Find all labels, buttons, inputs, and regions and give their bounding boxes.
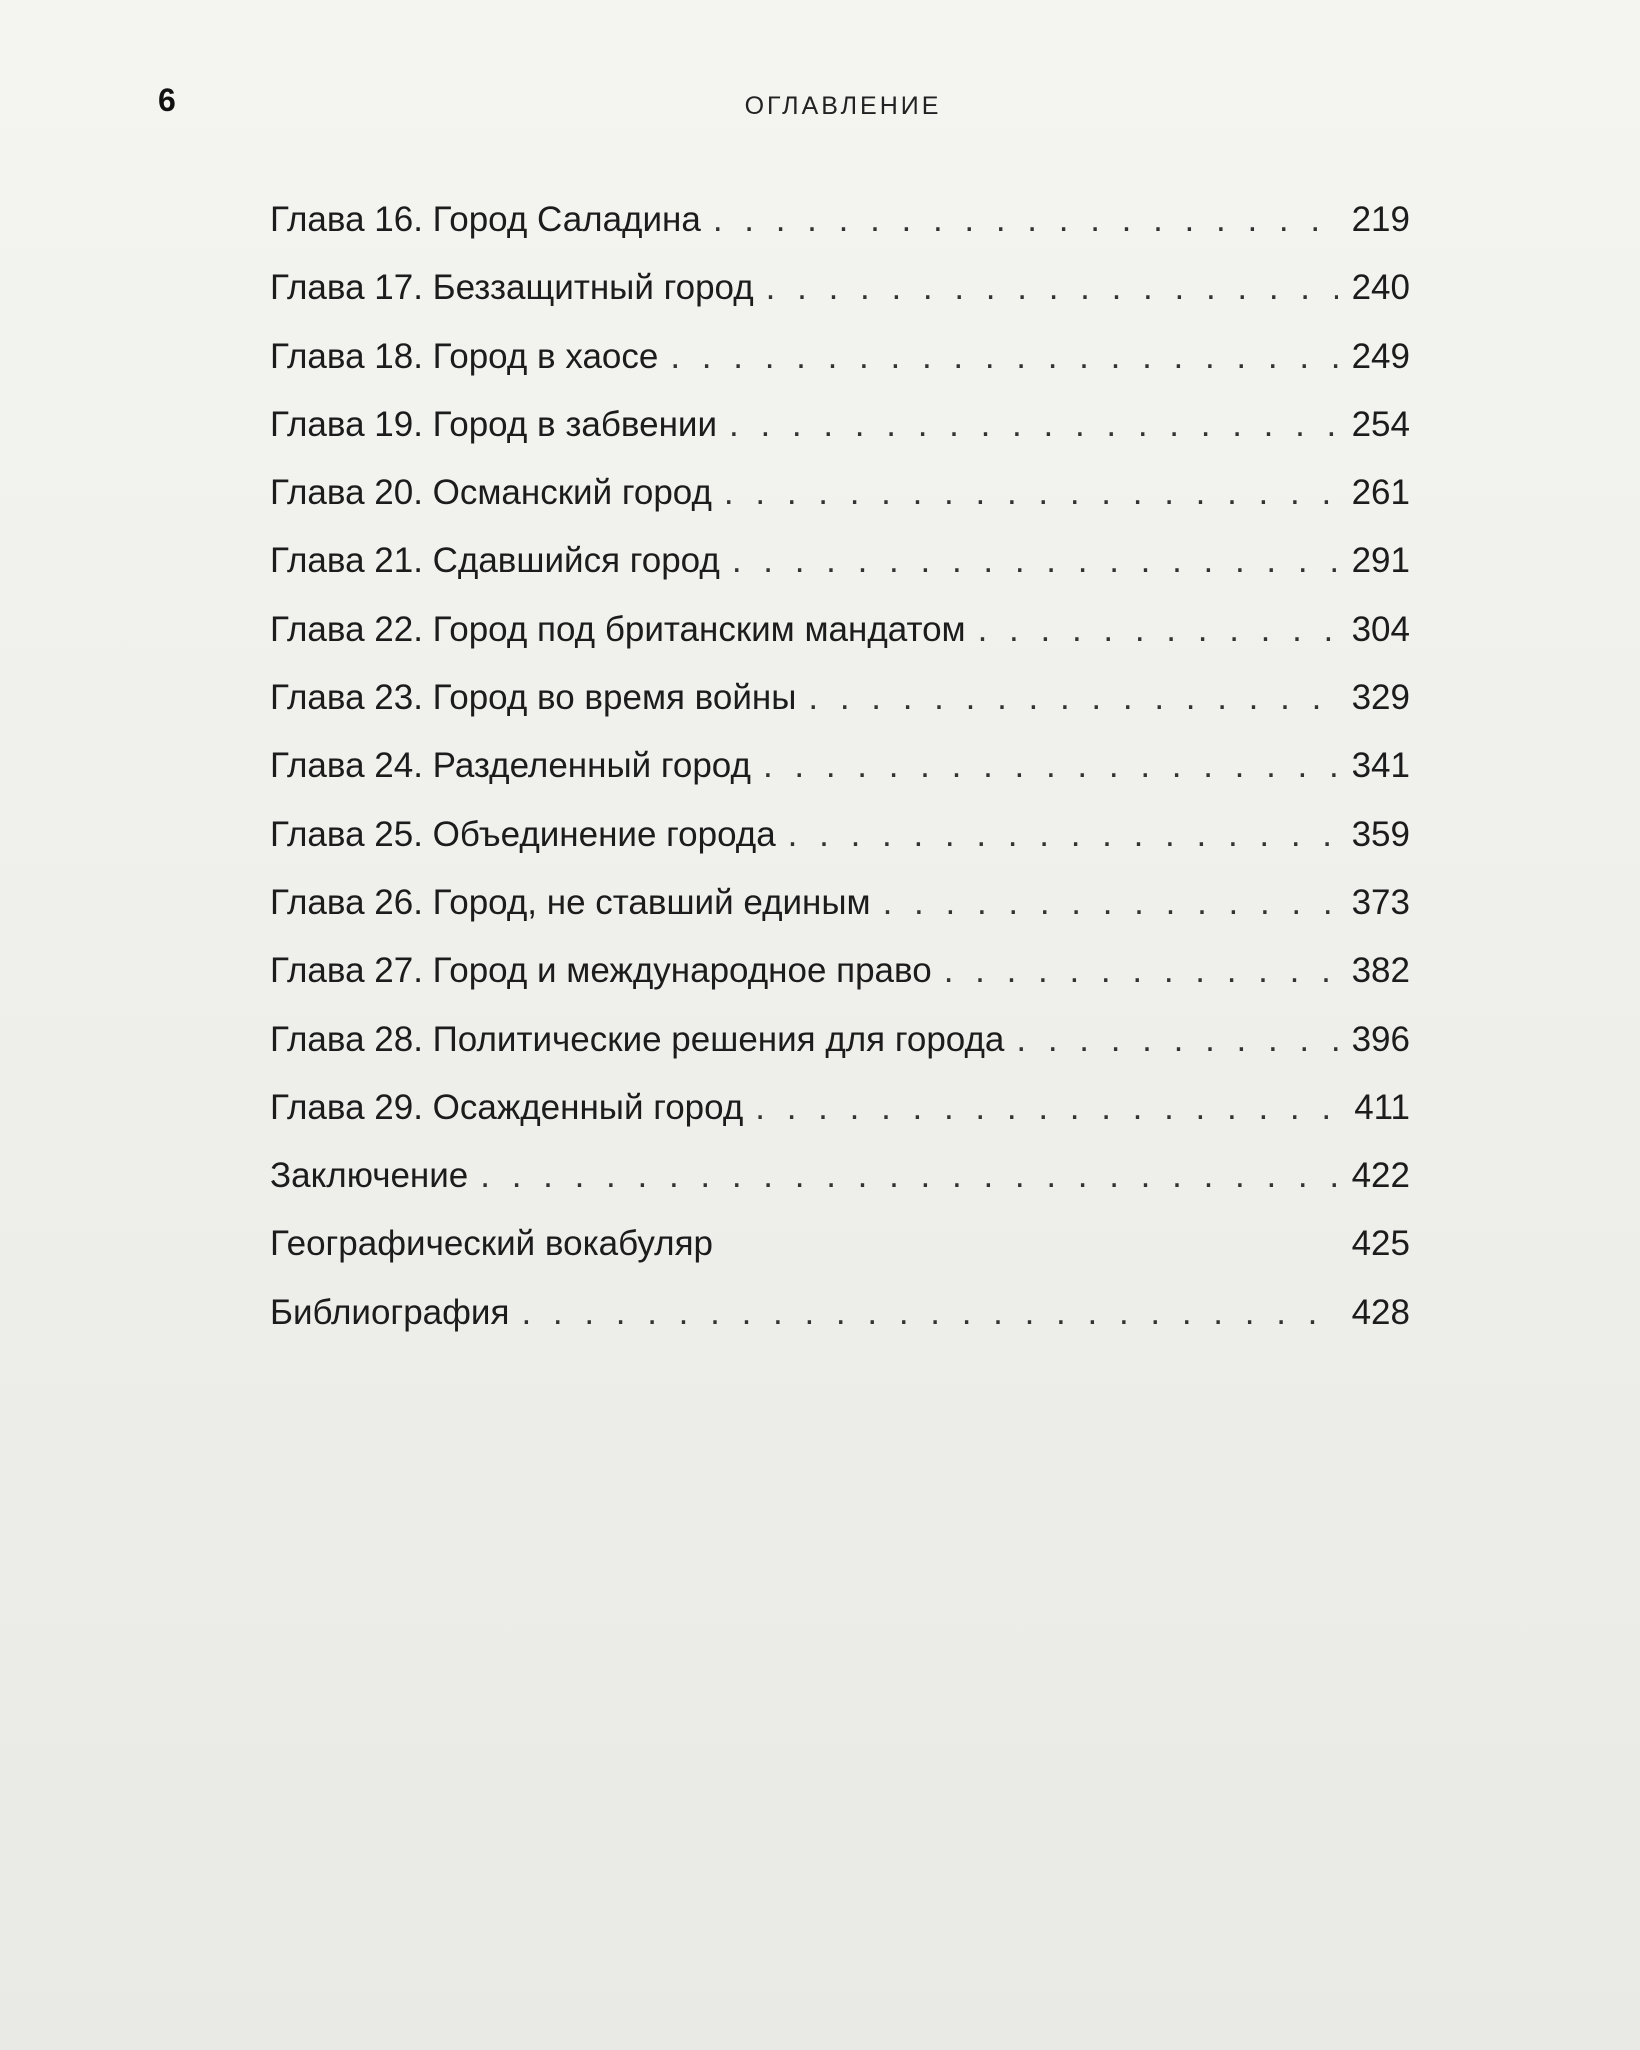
toc-entry xyxy=(270,596,1410,664)
toc-entry xyxy=(270,527,1410,595)
toc-entry xyxy=(270,1279,1410,1347)
toc-entry xyxy=(270,391,1410,459)
toc-entry-title: Глава 27. Город и международное право xyxy=(270,951,932,991)
toc-entry-title: Глава 29. Осажденный город xyxy=(270,1087,744,1127)
dot-leader xyxy=(701,186,1338,254)
dot-leader xyxy=(509,1279,1338,1347)
toc-entry-title: Глава 23. Город во время войны xyxy=(270,678,797,718)
toc-entry xyxy=(270,1006,1410,1074)
toc-entry xyxy=(270,801,1410,869)
toc-entry-title: Глава 16. Город Саладина xyxy=(270,200,701,239)
toc-entry xyxy=(270,323,1410,391)
toc-entry xyxy=(270,1210,1410,1278)
dot-leader xyxy=(754,254,1338,322)
toc-entry-title: Глава 19. Город в забвении xyxy=(270,404,718,444)
dot-leader xyxy=(932,937,1338,1005)
toc-entry-page: 428 xyxy=(1351,1292,1410,1332)
running-head: ОГЛАВЛЕНИЕ xyxy=(744,92,942,120)
dot-leader xyxy=(796,664,1338,732)
toc-entry-page: 373 xyxy=(1351,882,1410,922)
dot-leader xyxy=(468,1142,1338,1210)
toc-entry-page: 396 xyxy=(1351,1019,1410,1059)
toc-entry-page: 359 xyxy=(1351,814,1410,854)
toc-entry xyxy=(270,1074,1410,1142)
toc-entry xyxy=(270,869,1410,937)
dot-leader xyxy=(658,323,1338,391)
toc-entry xyxy=(270,186,1410,254)
toc-entry-title: Глава 25. Объединение города xyxy=(270,814,776,854)
toc-entry-title: Глава 18. Город в хаосе xyxy=(270,336,659,376)
dot-leader xyxy=(751,732,1338,800)
toc-entry-title: Глава 28. Политические решения для города xyxy=(270,1019,1005,1059)
toc-entry xyxy=(270,254,1410,322)
toc-entry-page: 422 xyxy=(1351,1156,1410,1196)
toc-entry-title: Глава 22. Город под британским мандатом xyxy=(270,609,966,649)
page-number: 6 xyxy=(158,82,176,118)
toc-entry-page: 304 xyxy=(1351,609,1410,649)
toc-entry-page: 291 xyxy=(1351,541,1410,581)
toc-entry-page: 219 xyxy=(1351,200,1410,239)
dot-leader xyxy=(1004,1006,1338,1074)
toc-entry-page: 329 xyxy=(1351,678,1410,718)
toc-entry-title: Глава 20. Османский город xyxy=(270,473,712,513)
toc-entry-title: Заключение xyxy=(270,1156,469,1196)
toc-entry-page: 261 xyxy=(1351,473,1410,513)
toc-entry-title: Глава 26. Город, не ставший единым xyxy=(270,882,871,922)
toc-entry-title: Географический вокабуляр xyxy=(270,1224,713,1264)
toc-entry xyxy=(270,664,1410,732)
dot-leader xyxy=(717,391,1338,459)
toc-entry xyxy=(270,937,1410,1005)
toc-entry-page: 240 xyxy=(1351,268,1410,308)
toc-entry xyxy=(270,459,1410,527)
toc-entry-page: 254 xyxy=(1351,404,1410,444)
toc-entry-title: Глава 21. Сдавшийся город xyxy=(270,541,720,581)
toc-entry-page: 249 xyxy=(1351,336,1410,376)
toc-entry-page: 382 xyxy=(1351,951,1410,991)
toc-entry-title: Библиография xyxy=(270,1292,510,1332)
toc-entry-page: 341 xyxy=(1351,746,1410,786)
toc-entry xyxy=(270,1142,1410,1210)
table-of-contents xyxy=(270,186,1410,1347)
dot-leader xyxy=(871,869,1338,937)
toc-entry-title: Глава 17. Беззащитный город xyxy=(270,268,754,308)
dot-leader xyxy=(743,1074,1338,1142)
toc-entry-title: Глава 24. Разделенный город xyxy=(270,746,751,786)
dot-leader xyxy=(776,801,1338,869)
dot-leader xyxy=(966,596,1338,664)
toc-entry-page: 425 xyxy=(1351,1224,1410,1264)
toc-entry xyxy=(270,732,1410,800)
toc-entry-page: 411 xyxy=(1354,1087,1410,1127)
dot-leader xyxy=(712,459,1338,527)
dot-leader xyxy=(720,527,1338,595)
